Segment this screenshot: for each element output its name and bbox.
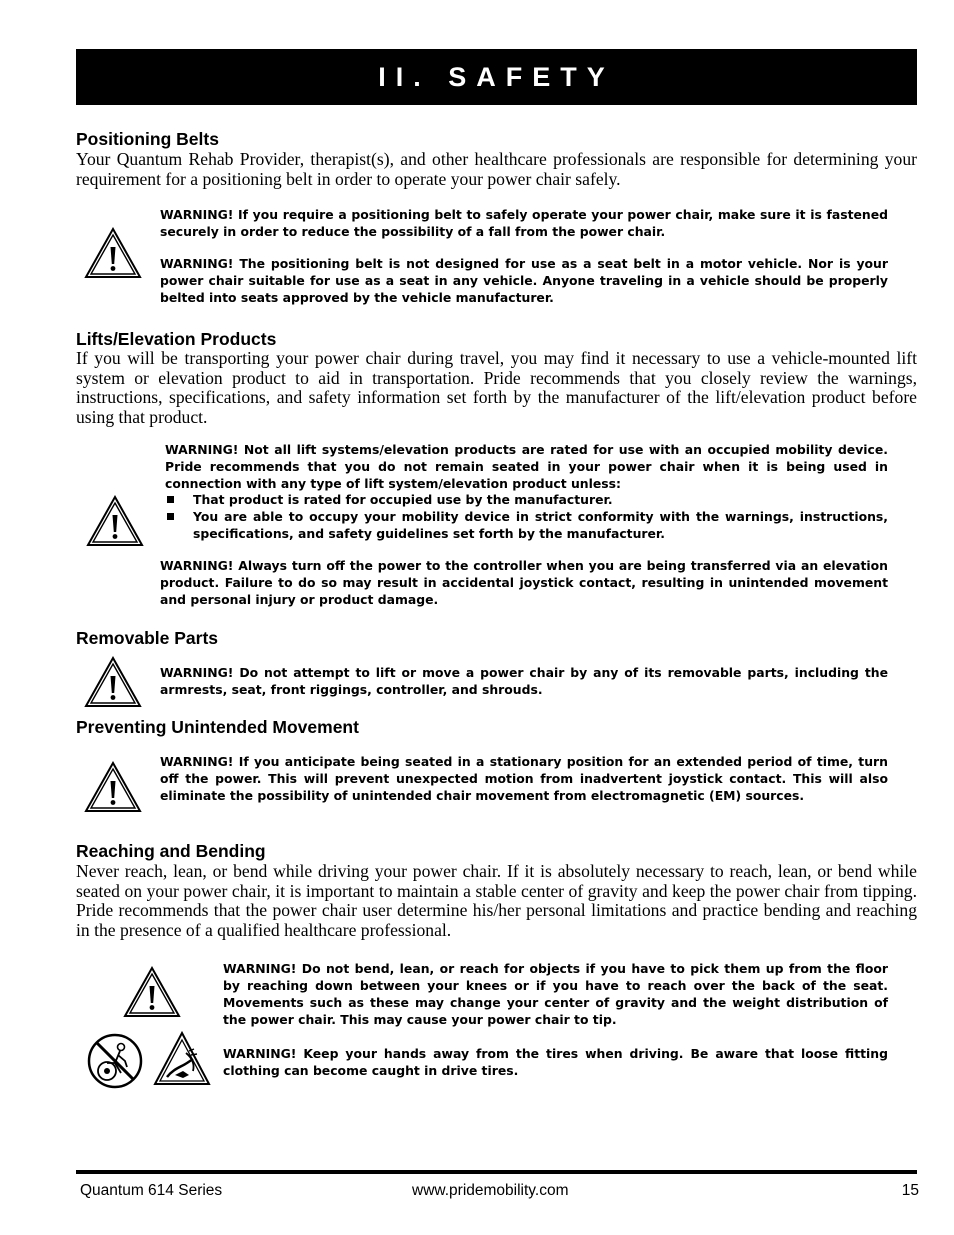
warning-triangle-icon [86,495,144,547]
warning-hands-tires: WARNING! Keep your hands away from the tires when driving. Be aware that loose fitting clothing can become caught in drive tires. [223,1046,888,1078]
warning-triangle-icon [123,966,181,1018]
list-item: You are able to occupy your mobility device in strict conformity with the warnings, instructions, specifications, and safety guidelines set forth by the manufacturer. [165,508,888,542]
list-item: That product is rated for occupied use by the manufacturer. [165,491,888,508]
section-title: II. SAFETY [378,62,615,92]
heading-positioning-belts: Positioning Belts [76,129,219,149]
heading-unintended-movement: Preventing Unintended Movement [76,717,359,737]
warning-triangle-icon [84,656,142,708]
warning-lift-power-off: WARNING! Always turn off the power to the controller when you are being transferred via an elevation product. Failure to do so may result in accidental joystick contact, resulting in unintended movement and personal injury or product damage. [160,558,888,607]
hand-entanglement-icon [153,1031,211,1087]
warning-removable-parts: WARNING! Do not attempt to lift or move a power chair by any of its removable parts, including the armrests, seat, front riggings, controller, and shrouds. [160,665,888,697]
heading-reaching: Reaching and Bending [76,841,266,861]
warning-no-bending: WARNING! Do not bend, lean, or reach for objects if you have to pick them up from the floor by reaching down between your knees or if you have to reach over the back of the seat. Movements such as these may change your center of gravity and the weight distribution of the power chair. This may cause your power chair to tip. [223,961,888,1027]
warning-triangle-icon [84,761,142,813]
footer-website: www.pridemobility.com [412,1182,569,1199]
body-lifts: If you will be transporting your power chair during travel, you may find it necessary to use a vehicle-mounted lift system or elevation product to aid in transportation. Pride recommends that you closely review the warnings, instructions, specifications, and safety information set forth by the manufacturer of the lift/elevation product before using that product. [76,348,917,427]
heading-removable-parts: Removable Parts [76,628,219,648]
body-reaching: Never reach, lean, or bend while driving your power chair. If it is absolutely necessary to reach, lean, or bend while seated on your power chair, it is important to maintain a stable center of gravity and keep the power chair from tipping. Pride recommends that the power chair user determine his/her personal limitations and practice bending and reaching in the presence of a qualified healthcare professional. [76,861,917,940]
heading-lifts: Lifts/Elevation Products [76,329,277,349]
warning-triangle-icon [84,227,142,279]
warning-belt-not-seatbelt: WARNING! The positioning belt is not designed for use as a seat belt in a motor vehicle. Nor is your power chair suitable for use as a seat in any vehicle. Anyone traveling in a vehicle should be properly belted into seats approved by the vehicle manufacturer. [160,256,888,305]
lift-conditions-list [165,491,888,542]
footer-divider [76,1170,917,1174]
footer-series: Quantum 614 Series [80,1182,223,1199]
warning-belt-secure: WARNING! If you require a positioning belt to safely operate your power chair, make sure it is fastened securely in order to reduce the possibility of a fall from the power chair. [160,207,888,239]
section-banner [76,49,917,105]
warning-lift-occupied: WARNING! Not all lift systems/elevation products are rated for use with an occupied mobility device. Pride recommends that you do not remain seated in your power chair when it is being used in connection with any type of lift system/elevation product unless: [165,442,888,491]
no-reaching-icon [87,1033,143,1089]
warning-stationary-power-off: WARNING! If you anticipate being seated in a stationary position for an extended period of time, turn off the power. This will prevent unexpected motion from inadvertent joystick contact. This will also eliminate the possibility of unintended chair movement from electromagnetic (EM) sources. [160,754,888,803]
page-number: 15 [901,1182,919,1199]
body-positioning-belts: Your Quantum Rehab Provider, therapist(s), and other healthcare professionals are responsible for determining your requirement for a positioning belt in order to operate your power chair safely. [76,149,917,189]
